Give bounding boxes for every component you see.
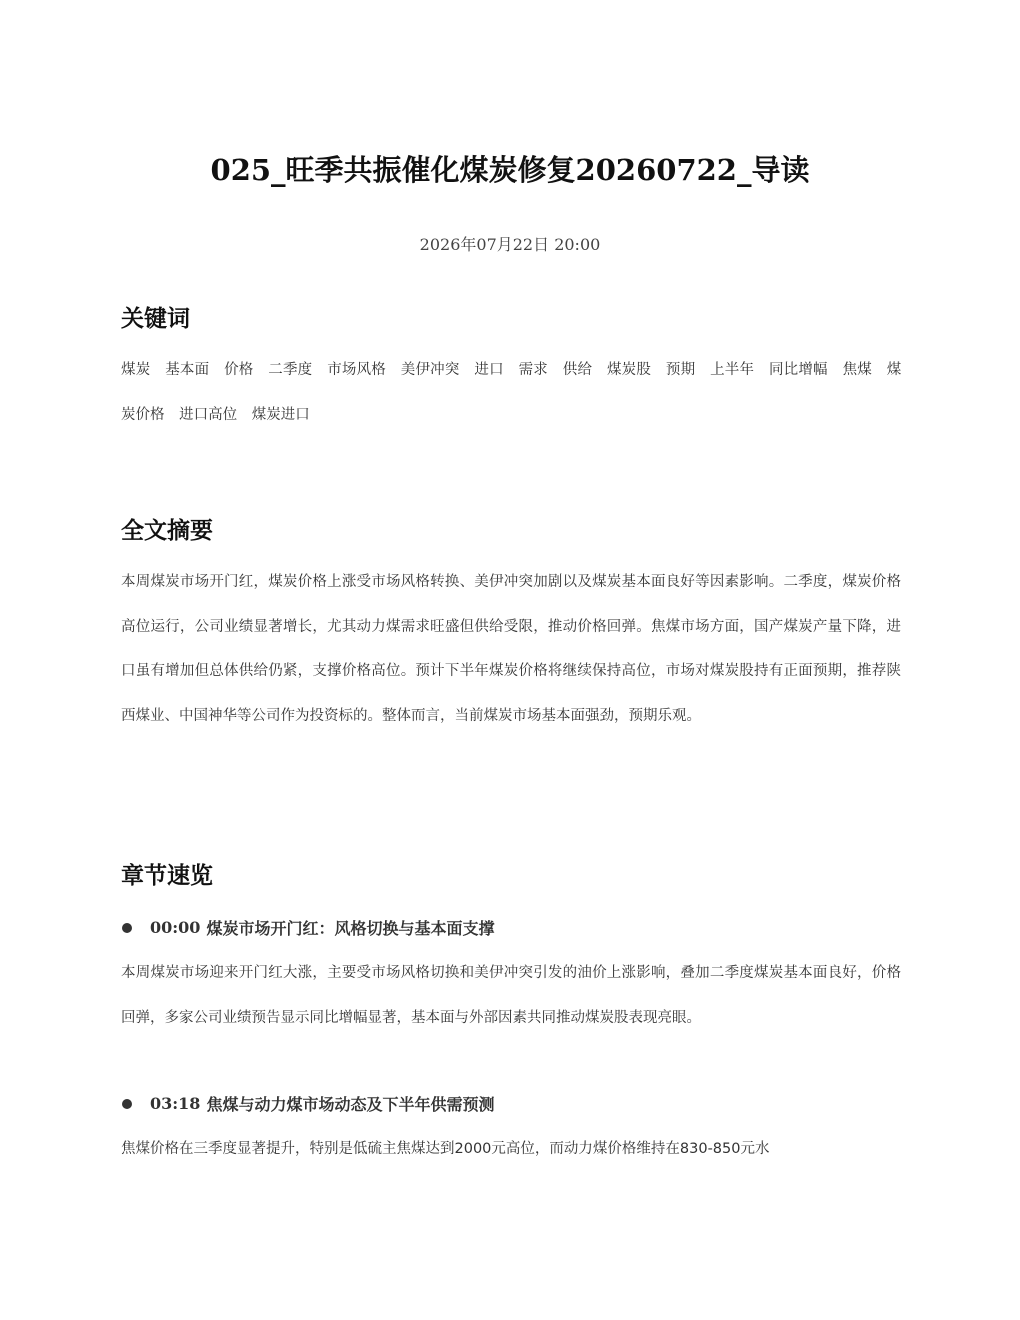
keyword-item: 煤炭价格 xyxy=(121,362,902,423)
chapter-time: 00:00 xyxy=(150,918,201,937)
chapter-heading xyxy=(121,916,901,939)
summary-heading: 全文摘要 xyxy=(121,518,213,544)
chapters-heading: 章节速览 xyxy=(121,863,213,889)
bullet-icon xyxy=(122,923,132,933)
keyword-item: 煤炭 xyxy=(121,362,151,378)
chapter-text: 焦煤价格在三季度显著提升，特别是低硫主焦煤达到2000元高位，而动力煤价格维持在830-850元水 xyxy=(121,1141,770,1157)
keyword-item: 二季度 xyxy=(268,362,313,378)
document-title: 025_旺季共振催化煤炭修复20260722_导读 xyxy=(210,153,810,187)
keyword-item: 价格 xyxy=(224,362,254,378)
summary-text: 本周煤炭市场开门红，煤炭价格上涨受市场风格转换、美伊冲突加剧以及煤炭基本面良好等因素影响。二季度，煤炭价格高位运行，公司业绩显著增长，尤其动力煤需求旺盛但供给受限，推动价格回弹。焦煤市场方面，国产煤炭产量下降，进口虽有增加但总体供给仍紧，支撑价格高位。预计下半年煤炭价格将继续保持高位，市场对煤炭股持有正面预期，推荐陕西煤业、中国神华等公司作为投资标的。整体而言，当前煤炭市场基本面强劲，预期乐观。 xyxy=(121,574,901,724)
keyword-item: 上半年 xyxy=(710,362,755,378)
keyword-item: 预期 xyxy=(665,362,696,378)
bullet-icon xyxy=(122,1099,132,1109)
keyword-item: 市场风格 xyxy=(327,362,386,378)
keyword-item: 进口 xyxy=(474,362,504,378)
keyword-item: 美伊冲突 xyxy=(400,362,460,378)
keyword-item: 煤炭进口 xyxy=(251,406,310,423)
keyword-item: 同比增幅 xyxy=(768,362,828,378)
chapter-title: 焦煤与动力煤市场动态及下半年供需预测 xyxy=(206,1095,495,1114)
keyword-item: 基本面 xyxy=(165,362,210,378)
keyword-item: 焦煤 xyxy=(842,362,872,378)
chapter-text: 本周煤炭市场迎来开门红大涨，主要受市场风格切换和美伊冲突引发的油价上涨影响，叠加二季度煤炭基本面良好，价格回弹，多家公司业绩预告显示同比增幅显著，基本面与外部因素共同推动煤炭股表现亮眼。 xyxy=(121,965,901,1026)
document-date: 2026年07月22日 20:00 xyxy=(419,235,601,254)
keywords-list xyxy=(121,348,901,437)
keyword-item: 进口高位 xyxy=(179,406,238,423)
keyword-item: 煤炭股 xyxy=(606,362,652,378)
chapter-heading xyxy=(121,1092,901,1115)
chapter-time: 03:18 xyxy=(150,1094,201,1113)
keyword-item: 供给 xyxy=(562,362,593,378)
keywords-heading: 关键词 xyxy=(121,306,190,332)
keyword-item: 需求 xyxy=(518,362,548,378)
chapter-title: 煤炭市场开门红：风格切换与基本面支撑 xyxy=(206,919,495,938)
